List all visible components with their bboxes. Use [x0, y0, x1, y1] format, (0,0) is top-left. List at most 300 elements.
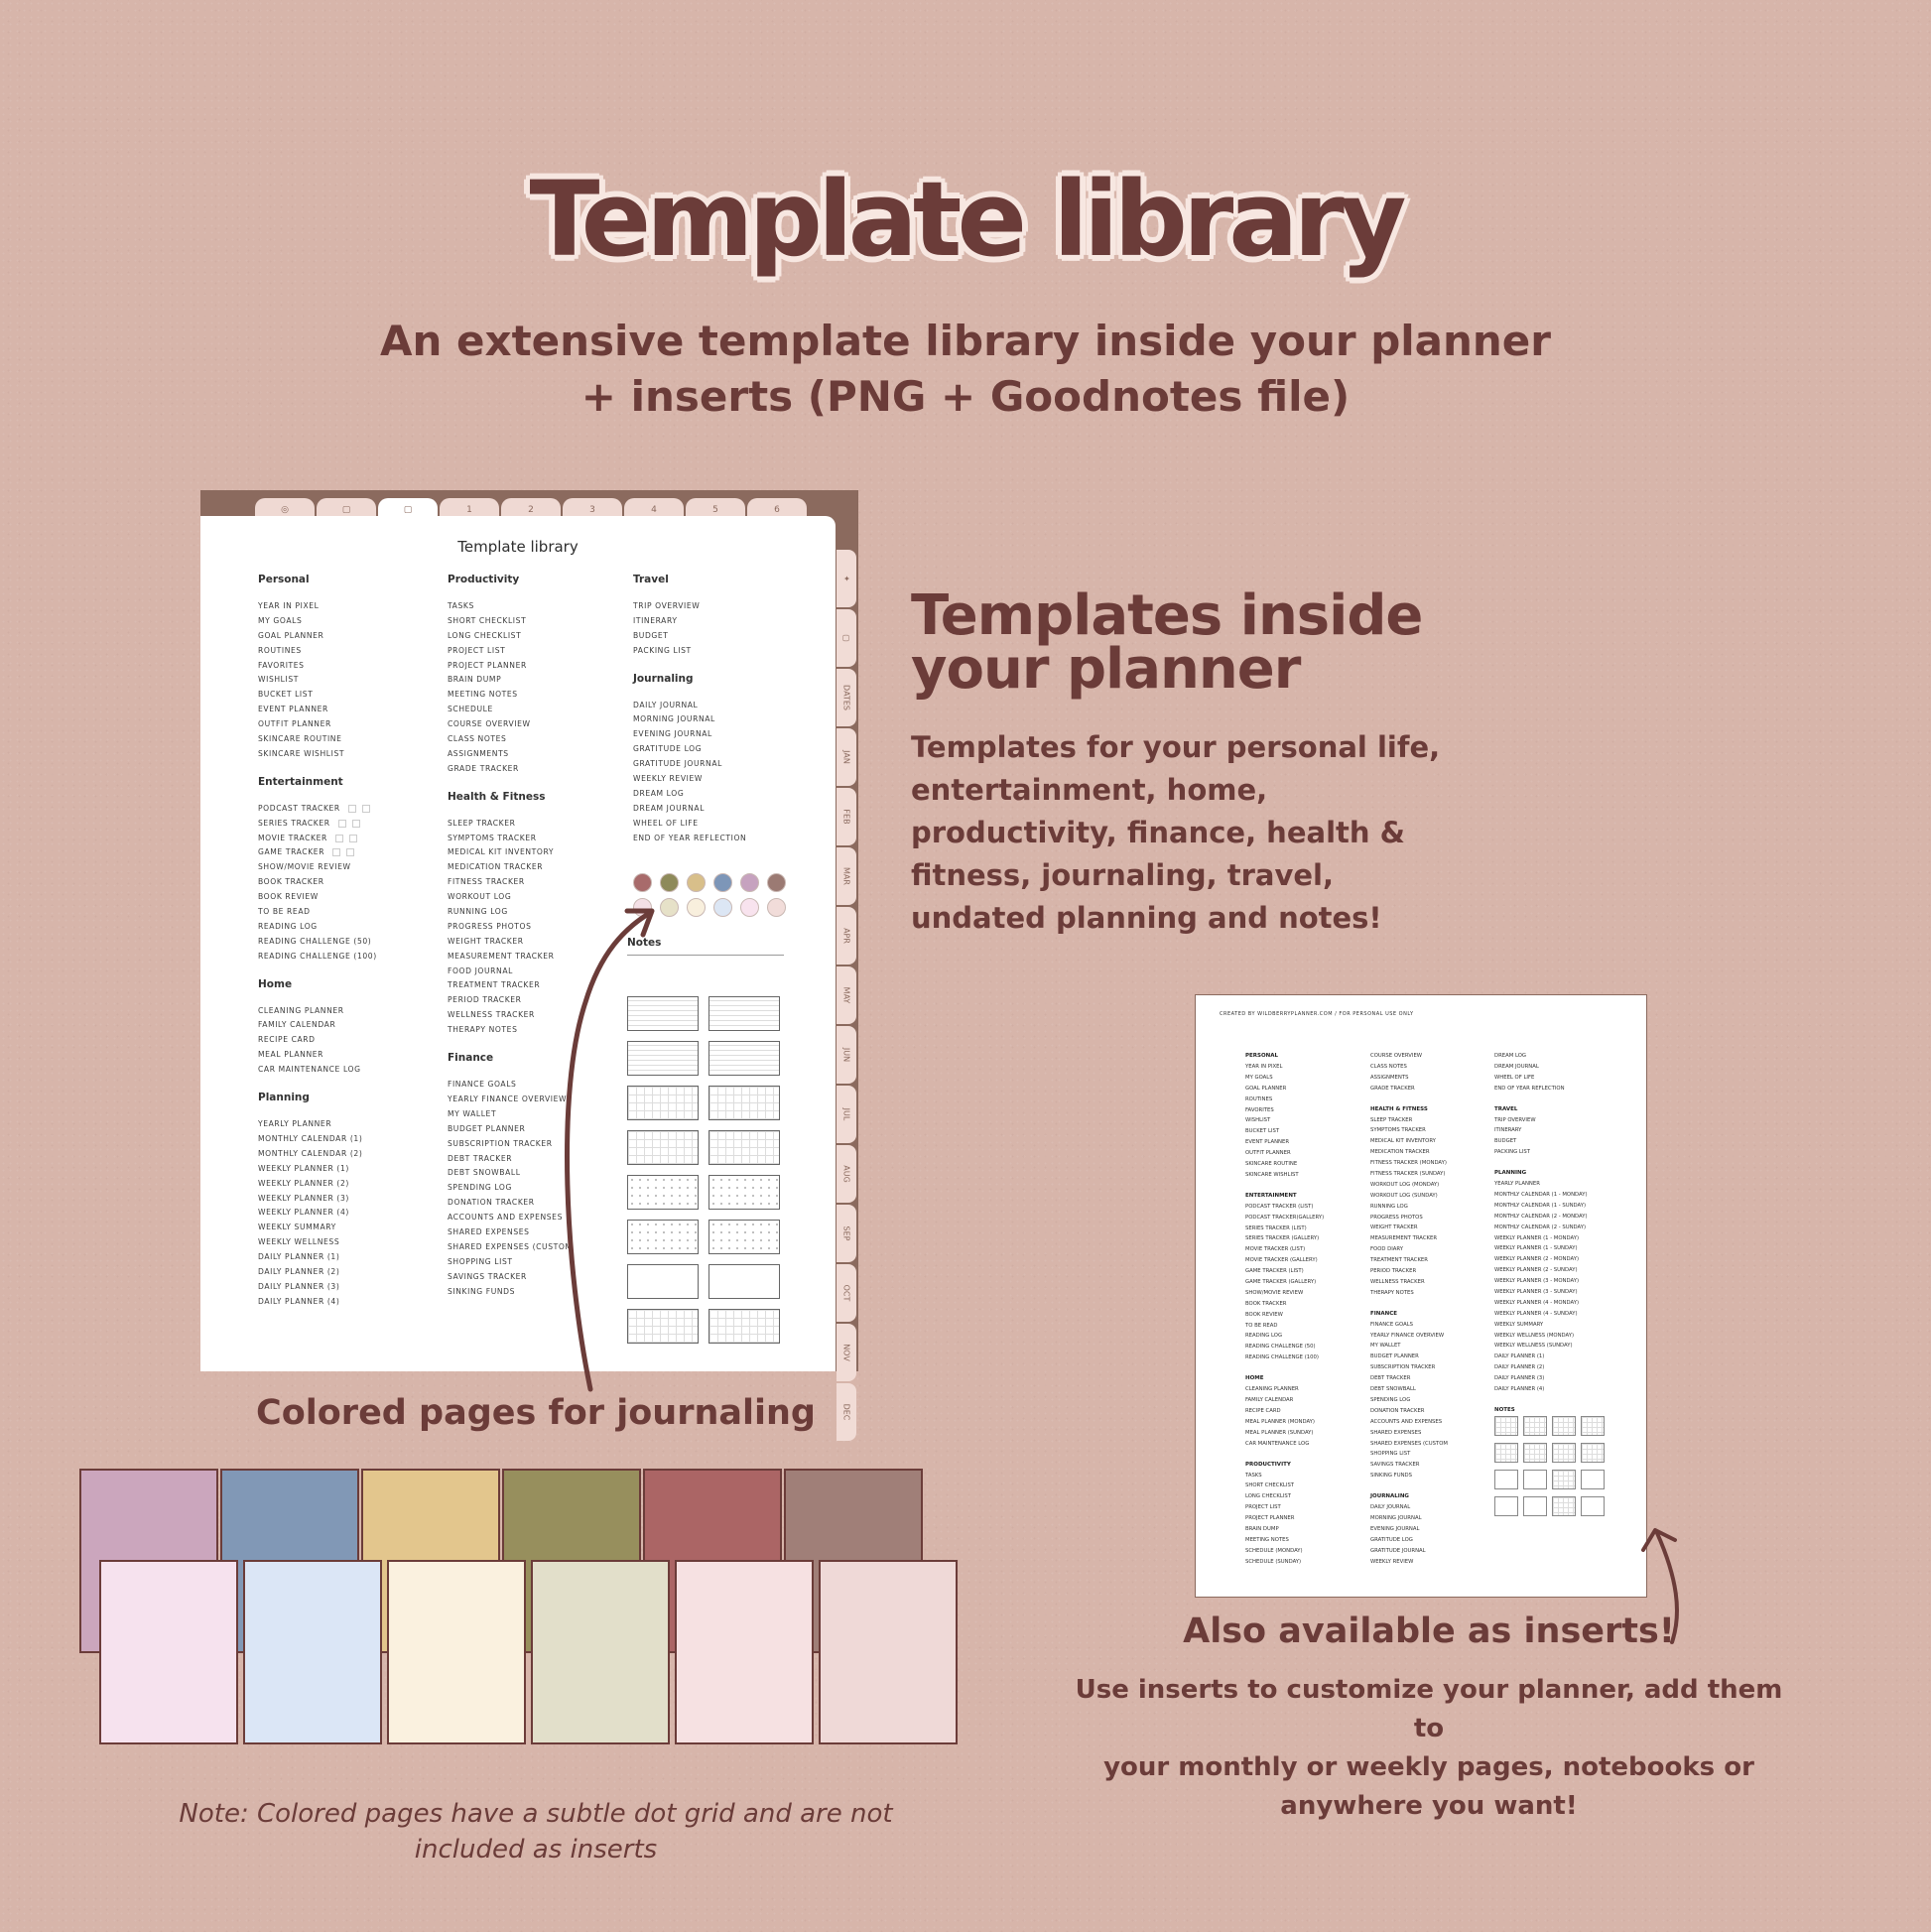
insert-template-link[interactable]: MONTHLY CALENDAR (2 - SUNDAY): [1494, 1224, 1587, 1230]
note-paper-option[interactable]: [708, 1086, 780, 1120]
template-link-label: SCHEDULE: [448, 705, 493, 714]
insert-template-link[interactable]: SERIES TRACKER (GALLERY): [1245, 1235, 1320, 1242]
insert-page-mockup: [1195, 994, 1647, 1598]
template-link[interactable]: [258, 1033, 377, 1048]
template-link[interactable]: [633, 772, 746, 787]
insert-template-link[interactable]: SINKING FUNDS: [1370, 1473, 1413, 1480]
insert-template-link[interactable]: MOVIE TRACKER (GALLERY): [1245, 1257, 1318, 1264]
planner-side-tab[interactable]: [837, 966, 856, 1024]
template-link[interactable]: [448, 950, 573, 965]
insert-template-link[interactable]: WEEKLY PLANNER (4 - MONDAY): [1494, 1299, 1580, 1306]
template-link[interactable]: [258, 1280, 377, 1295]
insert-template-link[interactable]: MEASUREMENT TRACKER: [1370, 1235, 1438, 1242]
insert-note-option[interactable]: [1581, 1416, 1605, 1436]
template-link[interactable]: [633, 757, 746, 772]
insert-note-option[interactable]: [1494, 1443, 1518, 1463]
insert-template-link[interactable]: READING LOG: [1245, 1333, 1283, 1340]
template-link[interactable]: [448, 1122, 573, 1137]
insert-template-link[interactable]: WORKOUT LOG (SUNDAY): [1370, 1192, 1438, 1199]
template-link[interactable]: [258, 1147, 377, 1162]
template-link[interactable]: [448, 832, 573, 846]
insert-note-option[interactable]: [1581, 1470, 1605, 1489]
template-link-label: PODCAST TRACKER: [258, 803, 340, 813]
template-link[interactable]: [258, 1117, 377, 1132]
inserts-line-1: Use inserts to customize your planner, add them to: [1075, 1675, 1783, 1743]
template-link[interactable]: [448, 1285, 573, 1300]
insert-template-link[interactable]: MONTHLY CALENDAR (1 - MONDAY): [1494, 1192, 1588, 1199]
template-link[interactable]: [633, 629, 746, 644]
template-link[interactable]: [448, 629, 573, 644]
insert-template-link[interactable]: DAILY JOURNAL: [1370, 1504, 1411, 1511]
template-link[interactable]: [258, 703, 377, 717]
template-link[interactable]: [448, 762, 573, 777]
color-swatches-dark: [633, 873, 786, 892]
template-link[interactable]: [448, 875, 573, 890]
template-link[interactable]: [448, 965, 573, 979]
template-link[interactable]: [448, 1240, 573, 1255]
template-link-label: MORNING JOURNAL: [633, 714, 715, 724]
insert-note-option[interactable]: [1552, 1416, 1576, 1436]
insert-template-link[interactable]: WELLNESS TRACKER: [1370, 1278, 1425, 1285]
template-link[interactable]: [258, 1250, 377, 1265]
insert-note-option[interactable]: [1581, 1496, 1605, 1516]
template-link[interactable]: [258, 875, 377, 890]
note-paper-option[interactable]: [708, 1175, 780, 1210]
insert-template-link[interactable]: PACKING LIST: [1494, 1149, 1530, 1156]
template-link[interactable]: [258, 1018, 377, 1033]
planner-tab[interactable]: 6: [747, 498, 807, 524]
insert-template-link[interactable]: BOOK REVIEW: [1245, 1311, 1283, 1318]
color-swatch[interactable]: [740, 898, 759, 917]
color-swatch[interactable]: [687, 898, 706, 917]
template-link[interactable]: [448, 1196, 573, 1211]
insert-template-link[interactable]: WORKOUT LOG (MONDAY): [1370, 1181, 1440, 1188]
template-link[interactable]: [258, 1295, 377, 1310]
template-link[interactable]: [258, 688, 377, 703]
template-link[interactable]: [448, 935, 573, 950]
insert-template-link[interactable]: FAVORITES: [1245, 1106, 1274, 1113]
template-link[interactable]: [258, 717, 377, 732]
insert-template-link[interactable]: SHOPPING LIST: [1370, 1451, 1411, 1458]
planner-side-tab[interactable]: [837, 1026, 856, 1084]
insert-template-link[interactable]: WEEKLY PLANNER (3 - MONDAY): [1494, 1278, 1580, 1285]
insert-template-link[interactable]: GAME TRACKER (LIST): [1245, 1268, 1304, 1275]
template-link[interactable]: [633, 614, 746, 629]
template-link[interactable]: [448, 732, 573, 747]
insert-template-link[interactable]: MOVIE TRACKER (LIST): [1245, 1246, 1306, 1253]
insert-template-link[interactable]: WEEKLY PLANNER (1 - SUNDAY): [1494, 1245, 1578, 1252]
color-swatch[interactable]: [713, 873, 732, 892]
template-link[interactable]: [448, 1270, 573, 1285]
insert-template-link[interactable]: WEEKLY PLANNER (4 - SUNDAY): [1494, 1310, 1578, 1317]
insert-template-link[interactable]: SYMPTOMS TRACKER: [1370, 1127, 1426, 1134]
template-link[interactable]: [448, 599, 573, 614]
template-link[interactable]: [258, 890, 377, 905]
insert-note-option[interactable]: [1494, 1496, 1518, 1516]
planner-tab[interactable]: 1: [440, 498, 499, 524]
planner-tab[interactable]: ▢: [317, 498, 376, 524]
template-link[interactable]: [258, 845, 377, 860]
insert-template-link[interactable]: EVENING JOURNAL: [1370, 1525, 1420, 1532]
planner-side-tab[interactable]: [837, 1086, 856, 1143]
template-link[interactable]: [258, 905, 377, 920]
gallery-view-icon[interactable]: [346, 848, 354, 856]
template-link[interactable]: [258, 629, 377, 644]
colored-page-sample: [99, 1560, 238, 1744]
insert-template-link[interactable]: WEEKLY PLANNER (2 - MONDAY): [1494, 1256, 1580, 1263]
template-link[interactable]: [448, 673, 573, 688]
planner-tab[interactable]: ▢: [378, 498, 438, 524]
template-link[interactable]: [258, 1048, 377, 1063]
planner-side-tab[interactable]: [837, 1324, 856, 1381]
insert-template-link[interactable]: DAILY PLANNER (3): [1494, 1375, 1545, 1382]
template-link[interactable]: [448, 1211, 573, 1225]
note-paper-option[interactable]: [708, 1220, 780, 1254]
insert-template-link[interactable]: RECIPE CARD: [1245, 1407, 1281, 1414]
template-link[interactable]: [258, 1063, 377, 1078]
insert-template-link[interactable]: END OF YEAR REFLECTION: [1494, 1085, 1565, 1092]
color-swatch[interactable]: [767, 898, 786, 917]
planner-side-tab[interactable]: [837, 669, 856, 726]
template-link[interactable]: [633, 802, 746, 817]
color-swatch[interactable]: [767, 873, 786, 892]
planner-side-tab[interactable]: [837, 1145, 856, 1203]
insert-template-link[interactable]: FOOD DIARY: [1370, 1246, 1403, 1253]
insert-template-link[interactable]: READING CHALLENGE (100): [1245, 1354, 1319, 1361]
insert-template-link[interactable]: DREAM LOG: [1494, 1053, 1527, 1059]
insert-template-link[interactable]: SHARED EXPENSES: [1370, 1429, 1422, 1436]
insert-template-link[interactable]: MONTHLY CALENDAR (1 - SUNDAY): [1494, 1202, 1587, 1209]
template-link[interactable]: [448, 890, 573, 905]
template-link-label: PERIOD TRACKER: [448, 995, 522, 1005]
insert-template-link[interactable]: TRIP OVERVIEW: [1494, 1116, 1536, 1123]
insert-template-link[interactable]: SERIES TRACKER (LIST): [1245, 1224, 1307, 1231]
insert-template-link[interactable]: MORNING JOURNAL: [1370, 1514, 1422, 1521]
insert-template-link[interactable]: FITNESS TRACKER (MONDAY): [1370, 1160, 1447, 1167]
template-link-label: WEEKLY REVIEW: [633, 774, 703, 784]
insert-template-link[interactable]: MEAL PLANNER (SUNDAY): [1245, 1429, 1314, 1436]
template-link[interactable]: [448, 644, 573, 659]
template-link[interactable]: [448, 817, 573, 832]
insert-note-option[interactable]: [1523, 1416, 1547, 1436]
color-swatch[interactable]: [713, 898, 732, 917]
insert-template-link[interactable]: GRADE TRACKER: [1370, 1085, 1415, 1092]
template-link[interactable]: [448, 1023, 573, 1038]
template-link[interactable]: [448, 978, 573, 993]
template-link[interactable]: [258, 1162, 377, 1177]
planner-side-tab[interactable]: [837, 1264, 856, 1322]
note-paper-option[interactable]: [708, 1264, 780, 1299]
template-link[interactable]: [448, 1166, 573, 1181]
template-link-label: BOOK TRACKER: [258, 877, 324, 887]
note-line-1: Note: Colored pages have a subtle dot grid and are not: [179, 1799, 893, 1829]
insert-template-link[interactable]: GRATITUDE LOG: [1370, 1536, 1413, 1543]
planner-tab[interactable]: 5: [686, 498, 745, 524]
insert-template-link[interactable]: MEDICAL KIT INVENTORY: [1370, 1138, 1436, 1145]
insert-template-link[interactable]: BUCKET LIST: [1245, 1128, 1280, 1135]
gallery-view-icon[interactable]: [362, 805, 370, 813]
insert-template-link[interactable]: LONG CHECKLIST: [1245, 1493, 1291, 1500]
planner-side-tab[interactable]: [837, 1205, 856, 1262]
template-link[interactable]: [633, 727, 746, 742]
insert-note-option[interactable]: [1552, 1496, 1576, 1516]
insert-template-link[interactable]: DEBT SNOWBALL: [1370, 1386, 1416, 1393]
insert-template-link[interactable]: DREAM JOURNAL: [1494, 1063, 1539, 1070]
template-link-label: FAMILY CALENDAR: [258, 1020, 336, 1030]
insert-template-link[interactable]: FINANCE GOALS: [1370, 1321, 1414, 1328]
insert-note-option[interactable]: [1494, 1470, 1518, 1489]
insert-template-link[interactable]: ACCOUNTS AND EXPENSES: [1370, 1418, 1443, 1425]
insert-template-link[interactable]: SPENDING LOG: [1370, 1396, 1411, 1403]
template-link[interactable]: [448, 993, 573, 1008]
insert-template-link[interactable]: PROJECT PLANNER: [1245, 1515, 1295, 1522]
insert-note-option[interactable]: [1494, 1416, 1518, 1436]
insert-template-link[interactable]: SHOW/MOVIE REVIEW: [1245, 1289, 1304, 1296]
insert-template-link[interactable]: PODCAST TRACKER(GALLERY): [1245, 1214, 1325, 1221]
template-link[interactable]: [448, 659, 573, 674]
template-link[interactable]: [448, 614, 573, 629]
insert-template-link[interactable]: WEEKLY SUMMARY: [1494, 1321, 1544, 1328]
template-link[interactable]: [448, 703, 573, 717]
template-link-label: WORKOUT LOG: [448, 892, 512, 902]
list-view-icon[interactable]: [338, 820, 346, 828]
planner-side-tab[interactable]: [837, 847, 856, 905]
template-link[interactable]: [448, 1107, 573, 1122]
insert-section-heading: NOTES: [1494, 1406, 1515, 1413]
template-link-label: WEEKLY PLANNER (1): [258, 1163, 349, 1173]
template-link-label: PROJECT LIST: [448, 645, 506, 655]
template-link[interactable]: [258, 732, 377, 747]
note-paper-option[interactable]: [708, 1041, 780, 1076]
template-link[interactable]: [258, 599, 377, 614]
insert-template-link[interactable]: TREATMENT TRACKER: [1370, 1257, 1428, 1264]
insert-template-link[interactable]: PROGRESS PHOTOS: [1370, 1214, 1423, 1221]
insert-template-link[interactable]: GRATITUDE JOURNAL: [1370, 1547, 1426, 1554]
section-gap: [448, 1299, 573, 1313]
insert-section-gap: [1245, 1363, 1324, 1373]
color-swatch[interactable]: [740, 873, 759, 892]
insert-template-link[interactable]: WEEKLY PLANNER (1 - MONDAY): [1494, 1234, 1580, 1241]
list-view-icon[interactable]: [332, 848, 340, 856]
insert-template-link[interactable]: SCHEDULE (MONDAY): [1245, 1547, 1303, 1554]
template-link[interactable]: [448, 845, 573, 860]
insert-template-link[interactable]: PERIOD TRACKER: [1370, 1268, 1417, 1275]
insert-template-link[interactable]: TASKS: [1245, 1472, 1262, 1479]
insert-template-link[interactable]: DONATION TRACKER: [1370, 1407, 1425, 1414]
insert-template-link[interactable]: DEBT TRACKER: [1370, 1375, 1411, 1382]
template-link[interactable]: [258, 1192, 377, 1207]
insert-template-link[interactable]: SUBSCRIPTION TRACKER: [1370, 1364, 1436, 1371]
template-link-label: DEBT TRACKER: [448, 1153, 513, 1163]
insert-template-link[interactable]: GAME TRACKER (GALLERY): [1245, 1279, 1317, 1286]
insert-template-link[interactable]: TO BE READ: [1245, 1322, 1278, 1329]
template-link[interactable]: [258, 1235, 377, 1250]
insert-template-link[interactable]: SKINCARE ROUTINE: [1245, 1161, 1298, 1168]
insert-template-link[interactable]: CLEANING PLANNER: [1245, 1386, 1299, 1393]
insert-template-link[interactable]: WEEKLY WELLNESS (MONDAY): [1494, 1332, 1575, 1339]
insert-template-link[interactable]: COURSE OVERVIEW: [1370, 1053, 1423, 1059]
insert-template-link[interactable]: MEETING NOTES: [1245, 1536, 1289, 1543]
template-link[interactable]: [448, 688, 573, 703]
planner-side-tab[interactable]: [837, 609, 856, 667]
insert-template-link[interactable]: WEEKLY PLANNER (3 - SUNDAY): [1494, 1289, 1578, 1296]
planner-tab[interactable]: 3: [563, 498, 622, 524]
template-link[interactable]: [258, 1265, 377, 1280]
gallery-view-icon[interactable]: [349, 835, 357, 842]
template-link[interactable]: [448, 1152, 573, 1167]
insert-template-link[interactable]: MEAL PLANNER (MONDAY): [1245, 1418, 1315, 1425]
template-link[interactable]: [448, 1093, 573, 1107]
template-link-label: SINKING FUNDS: [448, 1286, 516, 1296]
insert-template-link[interactable]: BRAIN DUMP: [1245, 1525, 1279, 1532]
insert-template-link[interactable]: DAILY PLANNER (2): [1494, 1364, 1545, 1371]
note-paper-option[interactable]: [708, 1130, 780, 1165]
insert-template-link[interactable]: ROUTINES: [1245, 1095, 1273, 1102]
color-swatch[interactable]: [660, 873, 679, 892]
gallery-view-icon[interactable]: [352, 820, 360, 828]
planner-tab[interactable]: 2: [501, 498, 561, 524]
list-view-icon[interactable]: [348, 805, 356, 813]
insert-note-option[interactable]: [1523, 1443, 1547, 1463]
insert-template-link[interactable]: PROJECT LIST: [1245, 1504, 1281, 1511]
template-link[interactable]: [258, 920, 377, 935]
list-view-icon[interactable]: [335, 835, 343, 842]
insert-note-option[interactable]: [1552, 1470, 1576, 1489]
insert-template-link[interactable]: EVENT PLANNER: [1245, 1139, 1290, 1146]
template-link[interactable]: [448, 717, 573, 732]
template-link[interactable]: [258, 659, 377, 674]
template-link[interactable]: [258, 860, 377, 875]
notes-heading: Notes: [627, 937, 662, 949]
planner-side-tab[interactable]: [837, 550, 856, 607]
template-link[interactable]: [633, 599, 746, 614]
template-link[interactable]: [258, 673, 377, 688]
template-link[interactable]: [448, 747, 573, 762]
insert-note-option[interactable]: [1523, 1496, 1547, 1516]
color-swatch[interactable]: [687, 873, 706, 892]
insert-template-link[interactable]: DAILY PLANNER (4): [1494, 1386, 1545, 1393]
template-link[interactable]: [633, 817, 746, 832]
template-link[interactable]: [633, 742, 746, 757]
planner-side-tab-label: ✦: [841, 575, 851, 582]
insert-template-link[interactable]: MY WALLET: [1370, 1343, 1401, 1350]
insert-template-link[interactable]: YEARLY FINANCE OVERVIEW: [1370, 1332, 1445, 1339]
template-link[interactable]: [633, 644, 746, 659]
template-link[interactable]: [258, 1132, 377, 1147]
insert-template-link[interactable]: THERAPY NOTES: [1370, 1289, 1414, 1296]
planner-side-tab[interactable]: [837, 728, 856, 786]
insert-template-link[interactable]: FITNESS TRACKER (SUNDAY): [1370, 1171, 1446, 1178]
insert-template-link[interactable]: ASSIGNMENTS: [1370, 1074, 1409, 1081]
planner-tab[interactable]: ◎: [255, 498, 315, 524]
template-link[interactable]: [258, 802, 377, 817]
color-swatch[interactable]: [633, 873, 652, 892]
insert-template-link[interactable]: CLASS NOTES: [1370, 1063, 1407, 1070]
insert-template-link[interactable]: GOAL PLANNER: [1245, 1085, 1287, 1092]
template-link[interactable]: [448, 1008, 573, 1023]
insert-template-link[interactable]: WISHLIST: [1245, 1117, 1271, 1124]
template-link[interactable]: [633, 699, 746, 713]
section-gap: [258, 965, 377, 978]
template-link[interactable]: [448, 1137, 573, 1152]
insert-template-link[interactable]: SLEEP TRACKER: [1370, 1116, 1413, 1123]
template-link-label: GOAL PLANNER: [258, 630, 324, 640]
template-link[interactable]: [258, 832, 377, 846]
note-paper-option[interactable]: [708, 1309, 780, 1344]
insert-template-link[interactable]: YEARLY PLANNER: [1494, 1181, 1540, 1188]
insert-note-option[interactable]: [1523, 1470, 1547, 1489]
template-link[interactable]: [258, 1004, 377, 1019]
insert-template-link[interactable]: MONTHLY CALENDAR (2 - MONDAY): [1494, 1213, 1588, 1220]
planner-tab[interactable]: 4: [624, 498, 684, 524]
template-link[interactable]: [633, 712, 746, 727]
insert-template-link[interactable]: OUTFIT PLANNER: [1245, 1150, 1291, 1157]
insert-template-link[interactable]: CAR MAINTENANCE LOG: [1245, 1440, 1310, 1447]
insert-template-link[interactable]: WEEKLY WELLNESS (SUNDAY): [1494, 1343, 1573, 1350]
insert-template-link[interactable]: WEEKLY REVIEW: [1370, 1558, 1414, 1565]
template-link[interactable]: [448, 920, 573, 935]
template-link[interactable]: [448, 1078, 573, 1093]
insert-template-link[interactable]: FAMILY CALENDAR: [1245, 1397, 1294, 1404]
template-link[interactable]: [448, 1225, 573, 1240]
insert-template-link[interactable]: BOOK TRACKER: [1245, 1300, 1287, 1307]
template-link[interactable]: [448, 1181, 573, 1196]
planner-side-tab-label: APR: [841, 928, 851, 944]
template-link[interactable]: [258, 817, 377, 832]
insert-template-link[interactable]: MEDICATION TRACKER: [1370, 1149, 1430, 1156]
insert-header: CREATED BY WILDBERRYPLANNER.COM / FOR PERSONAL USE ONLY: [1220, 1011, 1414, 1017]
insert-note-option[interactable]: [1581, 1443, 1605, 1463]
insert-template-link[interactable]: WHEEL OF LIFE: [1494, 1074, 1535, 1081]
insert-note-option[interactable]: [1552, 1443, 1576, 1463]
insert-template-link[interactable]: SHORT CHECKLIST: [1245, 1482, 1295, 1489]
template-link[interactable]: [258, 1221, 377, 1235]
planner-side-tab[interactable]: [837, 907, 856, 965]
template-link[interactable]: [448, 860, 573, 875]
insert-template-link[interactable]: SKINCARE WISHLIST: [1245, 1171, 1299, 1178]
template-link[interactable]: [258, 614, 377, 629]
view-toggle-icons: [335, 832, 363, 846]
template-link[interactable]: [258, 950, 377, 965]
template-link[interactable]: [258, 1177, 377, 1192]
note-paper-option[interactable]: [708, 996, 780, 1031]
insert-template-link[interactable]: YEAR IN PIXEL: [1245, 1064, 1283, 1070]
template-link[interactable]: [633, 832, 746, 846]
insert-section-gap: [1370, 1095, 1448, 1104]
template-link[interactable]: [448, 905, 573, 920]
insert-template-link[interactable]: PODCAST TRACKER (LIST): [1245, 1203, 1314, 1210]
template-link[interactable]: [258, 1206, 377, 1221]
insert-template-link[interactable]: MY GOALS: [1245, 1074, 1273, 1081]
insert-template-link[interactable]: BUDGET: [1494, 1138, 1517, 1145]
insert-template-link[interactable]: SAVINGS TRACKER: [1370, 1462, 1420, 1469]
insert-template-link[interactable]: BUDGET PLANNER: [1370, 1353, 1419, 1360]
template-link[interactable]: [633, 787, 746, 802]
insert-template-link[interactable]: RUNNING LOG: [1370, 1203, 1408, 1210]
template-link[interactable]: [258, 644, 377, 659]
insert-template-link[interactable]: DAILY PLANNER (1): [1494, 1353, 1545, 1360]
insert-template-link[interactable]: ITINERARY: [1494, 1127, 1522, 1134]
planner-side-tab[interactable]: [837, 788, 856, 845]
insert-template-link[interactable]: WEIGHT TRACKER: [1370, 1224, 1418, 1231]
template-link[interactable]: [258, 935, 377, 950]
insert-template-link[interactable]: SHARED EXPENSES (CUSTOM: [1370, 1440, 1448, 1447]
insert-template-link[interactable]: WEEKLY PLANNER (2 - SUNDAY): [1494, 1267, 1578, 1274]
insert-template-link[interactable]: READING CHALLENGE (50): [1245, 1344, 1316, 1351]
template-link[interactable]: [448, 1255, 573, 1270]
template-link[interactable]: [258, 747, 377, 762]
insert-template-link[interactable]: SCHEDULE (SUNDAY): [1245, 1558, 1302, 1565]
